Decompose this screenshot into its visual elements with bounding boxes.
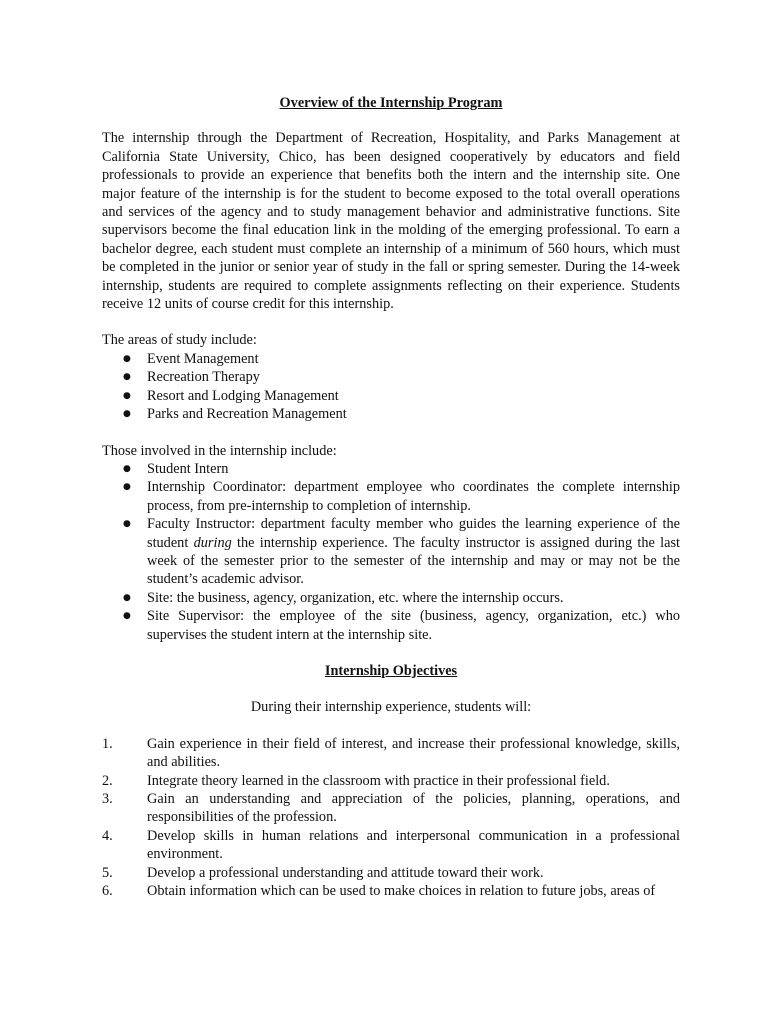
list-item: ● Site: the business, agency, organization, etc. where the internship occurs. <box>102 589 680 607</box>
objective-item <box>102 772 680 790</box>
areas-heading: The areas of study include: <box>102 332 257 349</box>
involved-list <box>102 460 680 644</box>
list-item: ● Resort and Lodging Management <box>102 387 680 405</box>
objectives-intro: During their internship experience, students will: <box>250 699 532 716</box>
overview-paragraph: The internship through the Department of Recreation, Hospitality, and Parks Management at California State University, Chico, has been designed cooperatively by educators and field professionals to provide an experience that benefits both the intern and the internship site. One major feature of the internship is for the student to become exposed to the total overall operations and services of the agency and to study management behavior and administrative functions. Site supervisors become the final education link in the molding of the emerging professional. To earn a bachelor degree, each student must complete an internship of a minimum of 560 hours, which must be completed in the junior or senior year of study in the fall or spring semester. During the 14-week internship, students are required to complete assignments reflecting on their experience. Students receive 12 units of course credit for this internship. <box>102 130 680 313</box>
objective-number: 2. <box>102 772 113 789</box>
objective-number: 3. <box>102 791 113 807</box>
objective-number: 1. <box>102 735 113 752</box>
list-item: ● Parks and Recreation Management <box>102 405 680 423</box>
objective-text: Integrate theory learned in the classroom with practice in their professional field. <box>147 772 610 789</box>
faculty-text-after: the internship experience. The faculty instructor is assigned during the last week of the semester prior to the semester of the internship and may or may not be the student’s academic advisor. <box>147 534 681 588</box>
objectives-heading: Internship Objectives <box>324 662 458 679</box>
document-content <box>102 94 680 900</box>
faculty-text-before: Faculty Instructor: department faculty member who guides the learning experience of the student <box>147 516 680 551</box>
objective-text: Gain an understanding and appreciation of the policies, planning, operations, and responsibilities of the profession. <box>147 791 680 826</box>
objective-text: Obtain information which can be used to make choices in relation to future jobs, areas of <box>147 883 656 900</box>
objective-item <box>102 790 680 827</box>
objective-item <box>102 735 680 772</box>
objective-item <box>102 827 680 864</box>
objective-text: Gain experience in their field of interest, and increase their professional knowledge, skills, and abilities. <box>147 735 680 771</box>
objective-text: Develop skills in human relations and interpersonal communication in a professional environment. <box>147 827 680 863</box>
page-title: Overview of the Internship Program <box>279 95 503 111</box>
list-item: ● Event Management <box>102 350 680 368</box>
objective-number: 4. <box>102 827 113 844</box>
objective-text: Develop a professional understanding and attitude toward their work. <box>147 864 544 881</box>
list-item: ● Recreation Therapy <box>102 368 680 386</box>
list-item: ● Student Intern <box>102 460 680 478</box>
involved-heading: Those involved in the internship include: <box>102 442 337 459</box>
list-item: ● Site Supervisor: the employee of the site (business, agency, organization, etc.) who supervises the student intern at the internship site. <box>102 607 680 644</box>
objective-item <box>102 864 680 882</box>
list-item-faculty-instructor <box>102 515 680 589</box>
list-item: ● Internship Coordinator: department employee who coordinates the complete internship process, from pre-internship to completion of internship. <box>102 478 680 515</box>
objectives-list <box>102 735 680 901</box>
objective-item <box>102 882 680 900</box>
objective-number: 5. <box>102 864 113 881</box>
faculty-text-emphasis: during <box>193 534 232 551</box>
areas-list <box>102 350 680 424</box>
objective-number: 6. <box>102 883 113 900</box>
